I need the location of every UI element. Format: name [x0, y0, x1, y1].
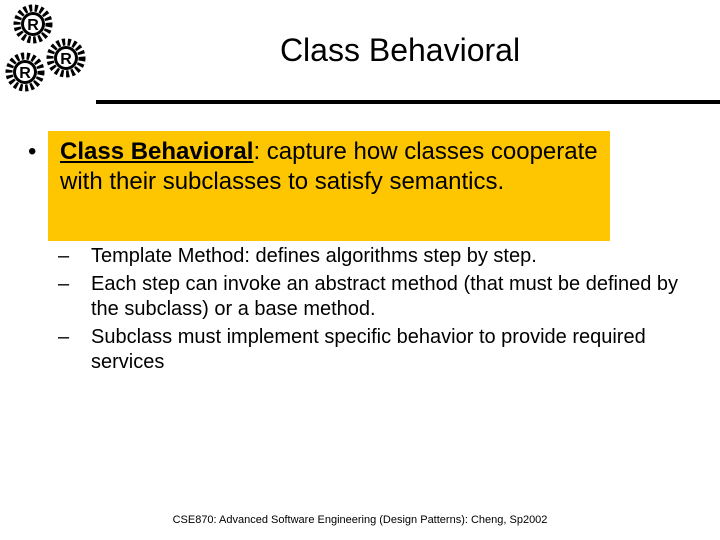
bullet-text: capture how classes cooperate with their subclasses to satisfy semantics.	[60, 138, 598, 195]
sub-bullet-list	[58, 244, 698, 378]
sub-bullet-text: Template Method: defines algorithms step by step.	[91, 245, 537, 267]
dash-marker: –	[58, 326, 70, 348]
sub-bullet-item	[58, 244, 698, 269]
logo-letter-left: R	[19, 65, 31, 82]
bullet-term: Class Behavioral	[60, 138, 254, 165]
sub-bullet-item	[58, 325, 698, 375]
logo-letter-right: R	[60, 51, 72, 68]
sub-bullet-item	[58, 272, 698, 322]
bullet-marker: •	[28, 138, 37, 165]
bullet-separator: :	[253, 138, 261, 165]
sub-bullet-text: Each step can invoke an abstract method (that must be defined by the subclass) or a base method.	[91, 273, 679, 320]
logo-letter-top: R	[27, 17, 39, 34]
title-rule	[96, 100, 720, 104]
slide-title: Class Behavioral	[279, 32, 521, 68]
dash-marker: –	[58, 273, 70, 295]
dash-marker: –	[58, 245, 70, 267]
sub-bullet-text: Subclass must implement specific behavior to provide required services	[91, 326, 646, 373]
main-bullet	[60, 137, 600, 197]
slide-footer: CSE870: Advanced Software Engineering (Design Patterns): Cheng, Sp2002	[172, 514, 548, 526]
gears-logo	[0, 0, 100, 100]
